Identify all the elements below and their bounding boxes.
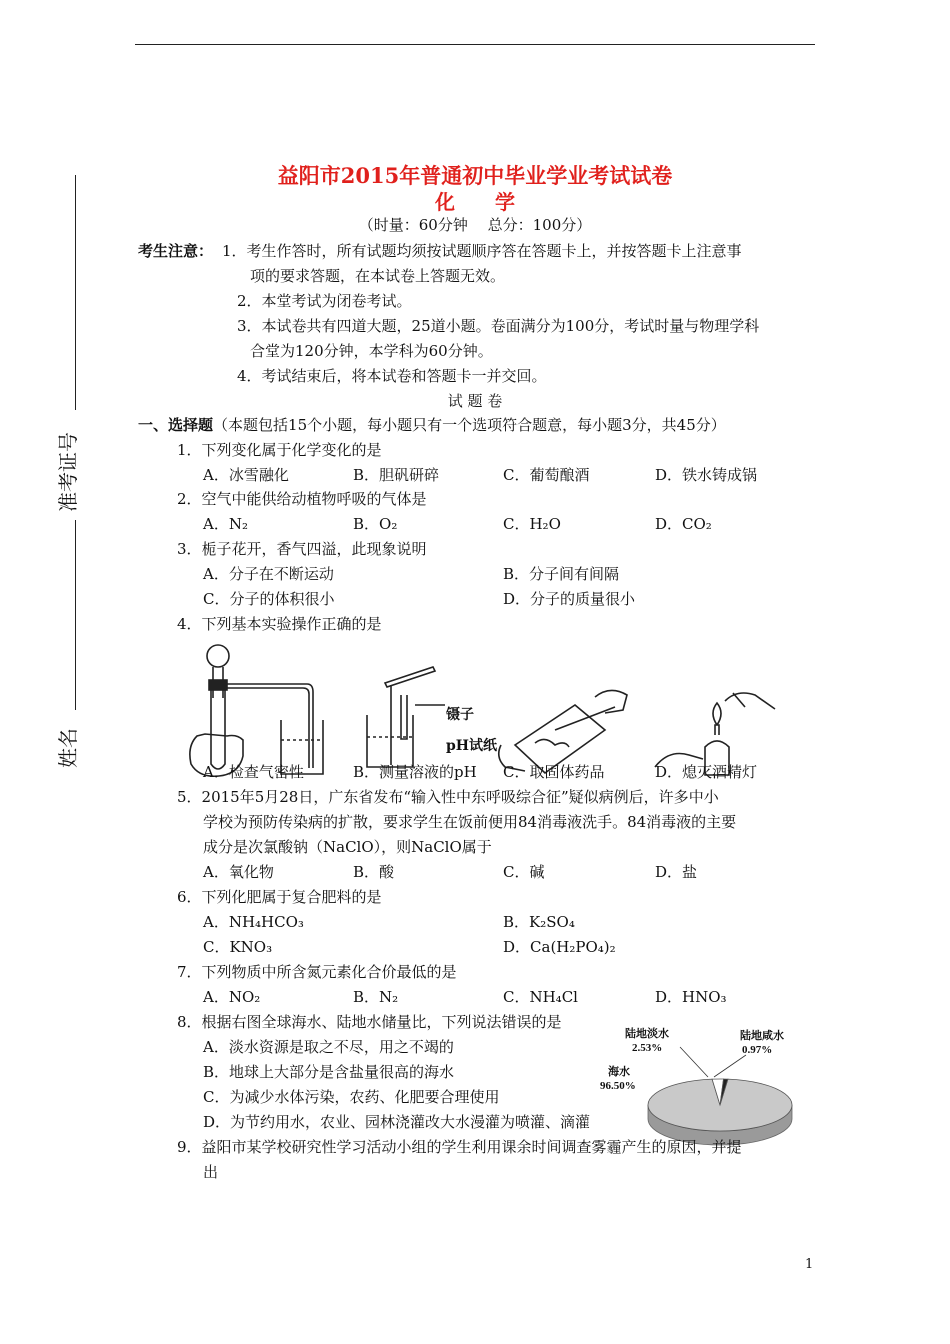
q7-stem: 7．下列物质中所含氮元素化合价最低的是 [177, 963, 457, 981]
q2-opt-a: A．N₂ [203, 515, 248, 533]
q8-stem: 8．根据右图全球海水、陆地水储量比，下列说法错误的是 [177, 1013, 562, 1031]
header-rule [135, 44, 815, 45]
q5-opt-a: A．氧化物 [203, 863, 274, 881]
paper-label: 试 题 卷 [447, 392, 503, 410]
q7-opt-d: D．HNO₃ [655, 988, 727, 1006]
q6-stem: 6．下列化肥属于复合肥料的是 [177, 888, 382, 906]
notice-2: 2．本堂考试为闭卷考试。 [237, 292, 412, 310]
pie-label-sea: 海水 [608, 1066, 630, 1078]
section1-desc: （本题包括15个小题，每小题只有一个选项符合题意，每小题3分，共45分） [213, 416, 726, 434]
pie-leader-lines [680, 1047, 746, 1077]
section1-name: 选择题 [168, 416, 214, 434]
q6-opt-c: C．KNO₃ [203, 938, 273, 956]
figure-a-airtightness [185, 636, 335, 781]
q5-line-3: 成分是次氯酸钠（NaClO），则NaClO属于 [203, 838, 492, 856]
q5-line-2: 学校为预防传染病的扩散，要求学生在饭前便用84消毒液洗手。84消毒液的主要 [203, 813, 737, 831]
page-number: 1 [805, 1257, 814, 1272]
q1-opt-a: A．冰雪融化 [203, 466, 289, 484]
q8-opt-c: C．为减少水体污染，农药、化肥要合理使用 [203, 1088, 500, 1106]
subject-title: 化 学 [435, 190, 515, 214]
notice-label: 考生注意： [138, 242, 214, 260]
q8-opt-a: A．淡水资源是取之不尽，用之不竭的 [203, 1038, 454, 1056]
q2-opt-d: D．CO₂ [655, 515, 712, 533]
section1-heading [138, 415, 726, 435]
q1-opt-d: D．铁水铸成锅 [655, 466, 758, 484]
pie-label-salt: 陆地咸水 [740, 1030, 784, 1042]
notice-4: 4．考试结束后，将本试卷和答题卡一并交回。 [237, 367, 547, 385]
q3-stem: 3．栀子花开，香气四溢，此现象说明 [177, 540, 427, 558]
q1-opt-c: C．葡萄酿酒 [503, 466, 590, 484]
q3-opt-a: A．分子在不断运动 [203, 565, 334, 583]
q5-opt-c: C．碱 [503, 863, 545, 881]
q5-opt-b: B．酸 [353, 863, 395, 881]
q7-opt-b: B．N₂ [353, 988, 399, 1006]
q3-opt-c: C．分子的体积很小 [203, 590, 335, 608]
q7-opt-a: A．NO₂ [203, 988, 261, 1006]
q4-stem: 4．下列基本实验操作正确的是 [177, 615, 382, 633]
name-line [75, 520, 76, 710]
tweezers-label: 镊子 [446, 707, 474, 723]
q5-line-1: 5．2015年5月28日，广东省发布“输入性中东呼吸综合征”疑似病例后，许多中小 [177, 788, 719, 806]
notice-3b: 合堂为120分钟，本学科为60分钟。 [250, 342, 493, 360]
name-label: 姓名 [56, 728, 80, 768]
q4-opt-d: D．熄灭酒精灯 [655, 763, 758, 781]
section1-num: 一、 [138, 416, 169, 434]
q2-opt-b: B．O₂ [353, 515, 398, 533]
q1-stem: 1．下列变化属于化学变化的是 [177, 441, 382, 459]
q6-opt-a: A．NH₄HCO₃ [203, 913, 304, 931]
q8-opt-d: D．为节约用水，农业、园林浇灌改大水漫灌为喷灌、滴灌 [203, 1113, 591, 1131]
notice-3: 3．本试卷共有四道大题，25道小题。卷面满分为100分，考试时量与物理学科 [237, 317, 760, 335]
ph-paper-label: pH试纸 [446, 738, 498, 754]
q4-opt-b: B．测量溶液的pH [353, 763, 477, 781]
q6-opt-d: D．Ca(H₂PO₄)₂ [503, 938, 616, 956]
pie-value-fresh: 2.53% [632, 1042, 663, 1054]
pie-value-salt: 0.97% [742, 1044, 773, 1056]
pie-value-sea: 96.50% [600, 1080, 636, 1092]
q7-opt-c: C．NH₄Cl [503, 988, 578, 1006]
page-title: 益阳市2015年普通初中毕业学业考试试卷 [277, 163, 673, 188]
q4-opt-c: C．取固体药品 [503, 763, 605, 781]
exam-no-label: 准考证号 [56, 432, 80, 512]
q2-stem: 2．空气中能供给动植物呼吸的气体是 [177, 490, 427, 508]
time-info: （时量：60分钟 总分：100分） [358, 216, 592, 234]
q1-opt-b: B．胆矾研碎 [353, 466, 440, 484]
water-pie-chart [590, 1025, 805, 1150]
q5-opt-d: D．盐 [655, 863, 698, 881]
q9-line-2: 出 [203, 1163, 219, 1181]
q3-opt-d: D．分子的质量很小 [503, 590, 636, 608]
q4-opt-a: A．检查气密性 [203, 763, 304, 781]
q9-line-1: 9．益阳市某学校研究性学习活动小组的学生利用课余时间调查雾霾产生的原因，并提 [177, 1138, 742, 1156]
notice-1b: 项的要求答题，在本试卷上答题无效。 [250, 267, 506, 285]
q6-opt-b: B．K₂SO₄ [503, 913, 575, 931]
notice-1: 1．考生作答时，所有试题均须按试题顺序答在答题卡上，并按答题卡上注意事 [222, 242, 742, 260]
q3-opt-b: B．分子间有间隔 [503, 565, 620, 583]
pie-label-fresh: 陆地淡水 [625, 1028, 669, 1040]
q8-opt-b: B．地球上大部分是含盐量很高的海水 [203, 1063, 455, 1081]
q2-opt-c: C．H₂O [503, 515, 561, 533]
